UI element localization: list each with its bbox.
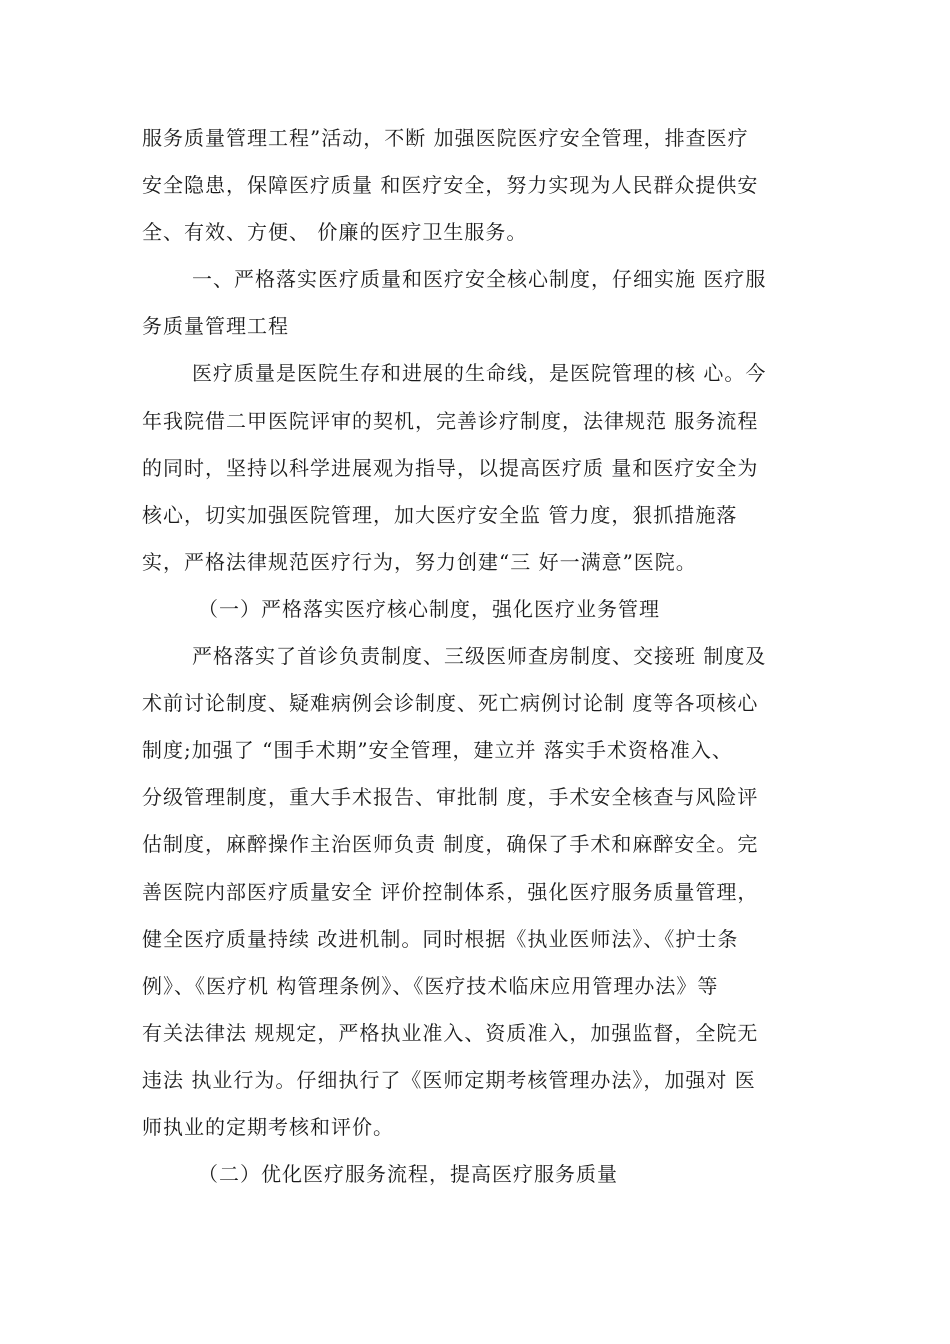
text-line: 善医院内部医疗质量安全 评价控制体系，强化医疗服务质量管理， (142, 879, 759, 904)
text-line: 医疗质量是医院生存和进展的生命线，是医院管理的核 心。今 (192, 361, 767, 386)
text-line: 估制度，麻醉操作主治医师负责 制度，确保了手术和麻醉安全。完 (142, 832, 759, 857)
text-line: 术前讨论制度、疑难病例会诊制度、死亡病例讨论制 度等各项核心 (142, 691, 759, 716)
text-line: 师执业的定期考核和评价。 (142, 1114, 394, 1139)
text-line: 年我院借二甲医院评审的契机，完善诊疗制度，法律规范 服务流程 (142, 408, 759, 433)
text-line: 实，严格法律规范医疗行为，努力创建“三 好一满意”医院。 (142, 549, 697, 574)
subsection-heading: （二）优化医疗服务流程，提高医疗服务质量 (198, 1162, 618, 1187)
text-line: 的同时，坚持以科学进展观为指导，以提高医疗质 量和医疗安全为 (142, 455, 759, 480)
document-page (142, 115, 822, 1198)
text-line: 制度;加强了 “围手术期”安全管理，建立并 落实手术资格准入、 (142, 738, 733, 763)
text-line: 服务质量管理工程”活动，不断 加强医院医疗安全管理，排查医疗 (142, 126, 749, 150)
text-line: 违法 执业行为。仔细执行了《医师定期考核管理办法》，加强对 医 (142, 1067, 756, 1092)
text-line: 核心，切实加强医院管理，加大医疗安全监 管力度，狠抓措施落 (142, 502, 738, 527)
text-line: 安全隐患，保障医疗质量 和医疗安全，努力实现为人民群众提供安 (142, 173, 759, 198)
subsection-heading: （一）严格落实医疗核心制度，强化医疗业务管理 (198, 596, 660, 621)
section-heading: 一、严格落实医疗质量和医疗安全核心制度，仔细实施 医疗服 (192, 267, 767, 292)
text-line: 健全医疗质量持续 改进机制。同时根据《执业医师法》、《护士条 (142, 926, 739, 951)
text-line: 分级管理制度，重大手术报告、审批制 度，手术安全核查与风险评 (142, 785, 759, 810)
text-line: 例》、《医疗机 构管理条例》、《医疗技术临床应用管理办法》等 (142, 973, 719, 998)
text-line: 全、有效、方便、 价廉的医疗卫生服务。 (142, 220, 528, 245)
text-line: 严格落实了首诊负责制度、三级医师查房制度、交接班 制度及 (192, 644, 767, 669)
text-line: 有关法律法 规规定，严格执业准入、资质准入，加强监督，全院无 (142, 1020, 759, 1045)
section-heading: 务质量管理工程 (142, 314, 289, 339)
